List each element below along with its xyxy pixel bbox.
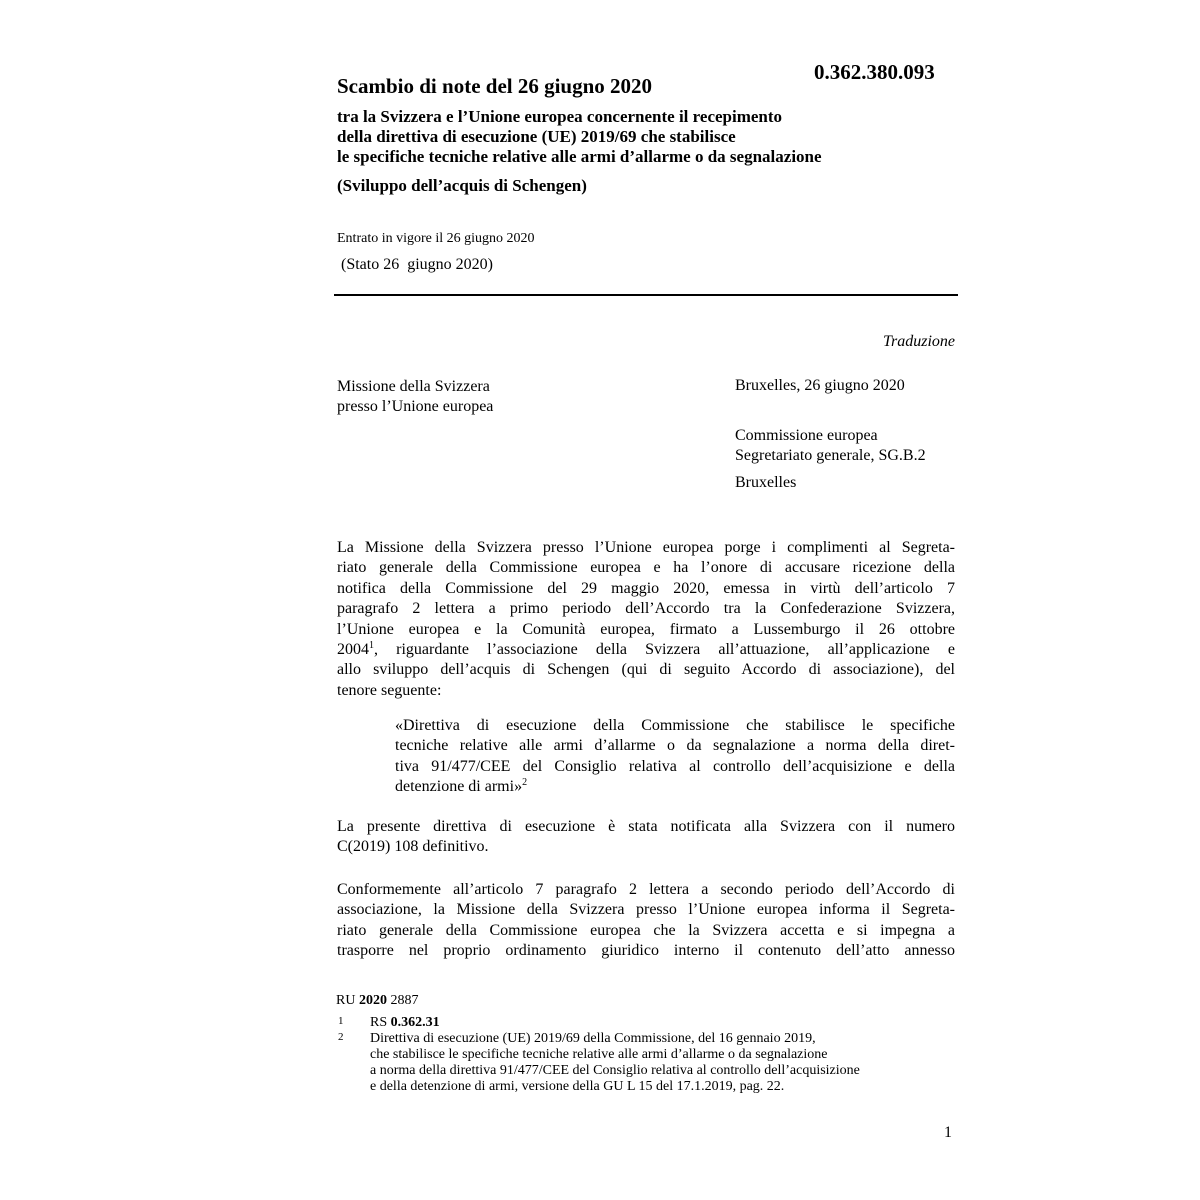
- sr-number: 0.362.380.093: [814, 60, 935, 84]
- quote-line: tecniche relative alle armi d’allarme o da segnalazione a norma della diret-: [395, 737, 955, 755]
- footnote-sr-ref: 0.362.31: [390, 1015, 440, 1030]
- sender-line: presso l’Unione europea: [337, 398, 494, 415]
- document-subtitle: [337, 107, 822, 167]
- schengen-note: (Sviluppo dell’acquis di Schengen): [337, 176, 587, 195]
- footnotes: [336, 1015, 860, 1095]
- document-title: Scambio di note del 26 giugno 2020: [337, 74, 653, 98]
- quote-line: «Direttiva di esecuzione della Commissione che stabilisce le specifiche: [395, 717, 955, 734]
- paragraph-line: paragrafo 2 lettera a primo periodo dell’Accordo tra la Confederazione Svizzera,: [337, 600, 955, 618]
- footnote-line: e della detenzione di armi, versione della GU L 15 del 17.1.2019, pag. 22.: [370, 1079, 785, 1094]
- paragraph-line: associazione, la Missione della Svizzera presso l’Unione europea informa il Segreta-: [337, 901, 955, 919]
- recipient-city: Bruxelles: [735, 474, 797, 491]
- subtitle-line: le specifiche tecniche relative alle armi d’allarme o da segnalazione: [337, 147, 822, 166]
- paragraph-line: notifica della Commissione del 29 maggio 2020, emessa in virtù dell’articolo 7: [337, 579, 955, 597]
- footnote-ref-2[interactable]: 2: [522, 777, 528, 789]
- quoted-directive: [395, 716, 955, 798]
- paragraph-line: l’Unione europea e la Comunità europea, firmato a Lussemburgo il 26 ottobre: [337, 620, 955, 638]
- sender-block: [337, 377, 493, 417]
- paragraph-line-with-footnote: [337, 640, 955, 660]
- subtitle-line: tra la Svizzera e l’Unione europea concernente il recepimento: [337, 107, 783, 126]
- subtitle-line: della direttiva di esecuzione (UE) 2019/69 che stabilisce: [337, 127, 736, 146]
- footnote-line: a norma della direttiva 91/477/CEE del Consiglio relativa al controllo dell’acquisizione: [370, 1063, 860, 1078]
- page-number: 1: [944, 1124, 952, 1141]
- ru-page: 2887: [390, 993, 419, 1008]
- in-force-date: Entrato in vigore il 26 giugno 2020: [337, 231, 535, 246]
- line-rest: , riguardante l’associazione della Svizzera all’attuazione, all’applicazione e: [374, 641, 955, 659]
- paragraph-line: La Missione della Svizzera presso l’Unione europea porge i complimenti al Segreta-: [337, 539, 955, 556]
- footnote-2: [336, 1031, 860, 1095]
- footnote-number: 1: [338, 1015, 344, 1027]
- footnote-text: [370, 1015, 860, 1031]
- body-paragraph-1: [337, 538, 955, 701]
- ru-prefix: RU: [336, 993, 356, 1008]
- paragraph-line: riato generale della Commissione europea e ha l’onore di accusare ricezione della: [337, 559, 955, 577]
- recipient-line: Segretariato generale, SG.B.2: [735, 447, 926, 464]
- quote-line: tiva 91/477/CEE del Consiglio relativa al controllo dell’acquisizione e della: [395, 757, 955, 775]
- place-date: Bruxelles, 26 giugno 2020: [735, 377, 905, 394]
- recipient-line: Commissione europea: [735, 427, 878, 444]
- sender-line: Missione della Svizzera: [337, 378, 490, 395]
- translation-label: Traduzione: [882, 333, 955, 350]
- year-text: 2004: [337, 641, 369, 659]
- footnote-line: Direttiva di esecuzione (UE) 2019/69 della Commissione, del 16 gennaio 2019,: [370, 1031, 816, 1046]
- footnote-line: che stabilisce le specifiche tecniche relative alle armi d’allarme o da segnalazione: [370, 1047, 828, 1062]
- quote-line-last: [395, 777, 955, 797]
- paragraph-line: La presente direttiva di esecuzione è stata notificata alla Svizzera con il numero: [337, 818, 955, 835]
- footnote-number: 2: [338, 1031, 344, 1043]
- status-date: (Stato 26 giugno 2020): [341, 256, 493, 273]
- body-paragraph-3: [337, 880, 955, 962]
- header-divider: [334, 294, 958, 296]
- paragraph-line: Conformemente all’articolo 7 paragrafo 2 lettera a secondo periodo dell’Accordo di: [337, 881, 955, 898]
- body-paragraph-2: [337, 817, 955, 858]
- footnote-1: [336, 1015, 860, 1031]
- paragraph-line: C(2019) 108 definitivo.: [337, 838, 489, 856]
- ru-year: 2020: [358, 993, 387, 1008]
- paragraph-line: trasporre nel proprio ordinamento giuridico interno il contenuto dell’atto annesso: [337, 942, 955, 960]
- footnote-prefix: RS: [370, 1015, 388, 1030]
- quote-end-text: detenzione di armi»: [395, 778, 523, 796]
- recipient-block: [735, 426, 926, 466]
- ru-reference: [336, 993, 418, 1009]
- paragraph-line: tenore seguente:: [337, 681, 442, 699]
- paragraph-line: allo sviluppo dell’acquis di Schengen (qui di seguito Accordo di associazione), del: [337, 661, 955, 679]
- footnote-ref-1[interactable]: 1: [369, 640, 374, 652]
- paragraph-line: riato generale della Commissione europea che la Svizzera accetta e si impegna a: [337, 921, 955, 939]
